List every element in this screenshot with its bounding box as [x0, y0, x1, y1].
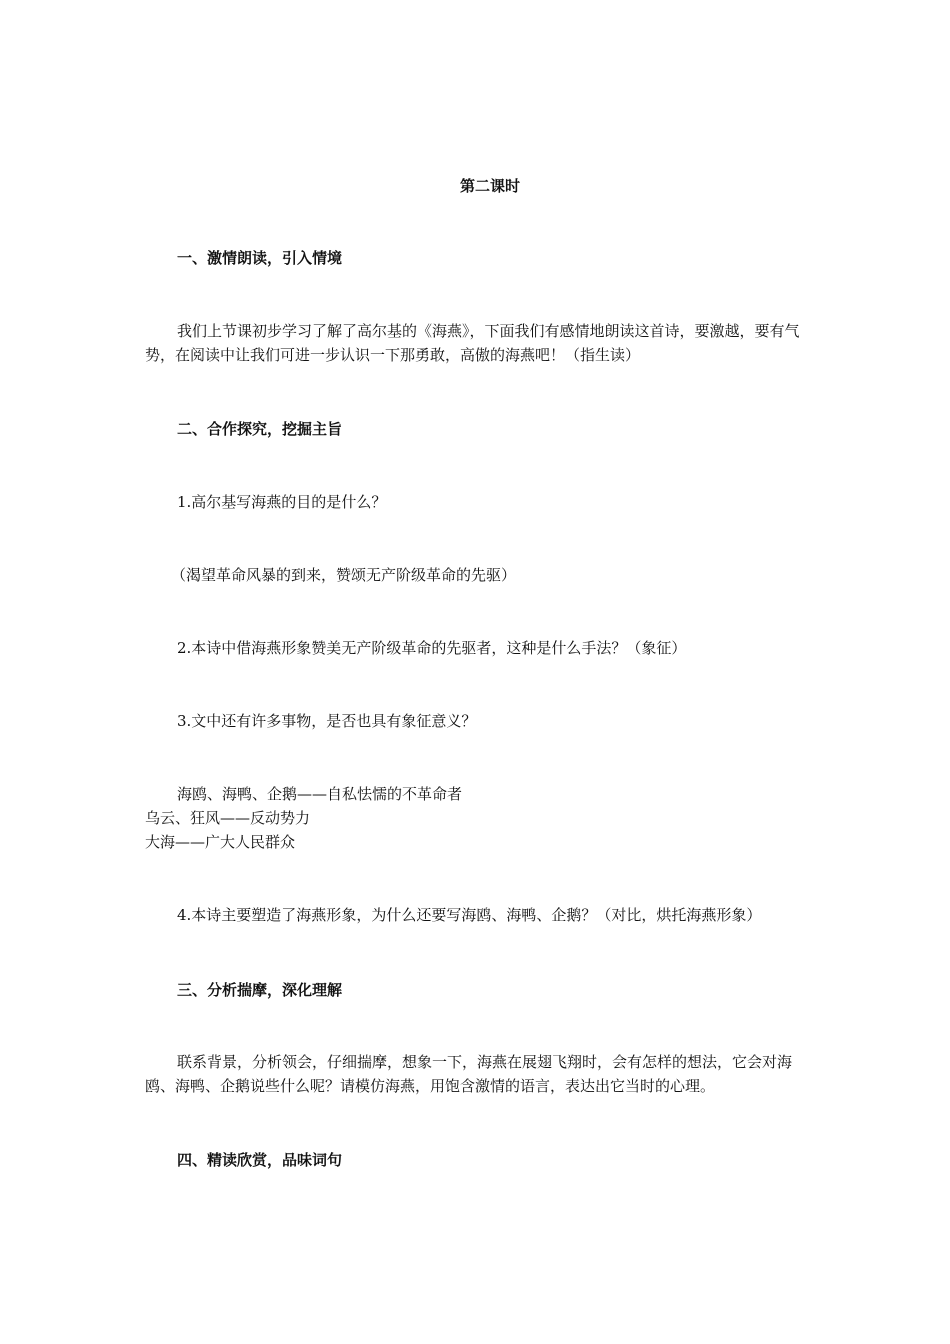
- section-heading-3: 三、分析揣摩，深化理解: [177, 981, 343, 999]
- section-heading-4: 四、精读欣赏，品味词句: [177, 1151, 343, 1169]
- analysis-paragraph: 联系背景，分析领会，仔细揣摩，想象一下，海燕在展翅飞翔时，会有怎样的想法，它会对海鸥、海鸭、企鹅说些什么呢？请模仿海燕，用饱含激情的语言，表达出它当时的心理。: [145, 1053, 793, 1095]
- question-2: 2.本诗中借海燕形象赞美无产阶级革命的先驱者，这种是什么手法？（象征）: [177, 639, 687, 657]
- intro-paragraph: 我们上节课初步学习了解了高尔基的《海燕》，下面我们有感情地朗读这首诗，要激越，要有气势，在阅读中让我们可进一步认识一下那勇敢，高傲的海燕吧！（指生读）: [145, 322, 800, 364]
- answer-1: （渴望革命风暴的到来，赞颂无产阶级革命的先驱）: [171, 566, 517, 584]
- question-1: 1.高尔基写海燕的目的是什么？: [177, 493, 387, 511]
- question-3: 3.文中还有许多事物，是否也具有象征意义？: [177, 712, 477, 730]
- symbol-item: 海鸥、海鸭、企鹅——自私怯懦的不革命者: [177, 785, 463, 803]
- symbol-list: [145, 782, 810, 854]
- section-heading-1: 一、激情朗读，引入情境: [177, 249, 343, 267]
- section-heading-2: 二、合作探究，挖掘主旨: [177, 420, 343, 438]
- symbol-item: 大海——广大人民群众: [145, 833, 296, 851]
- page-title: 第二课时: [459, 177, 520, 195]
- symbol-item: 乌云、狂风——反动势力: [145, 809, 311, 827]
- question-4: 4.本诗主要塑造了海燕形象，为什么还要写海鸥、海鸭、企鹅？（对比，烘托海燕形象）: [177, 906, 762, 924]
